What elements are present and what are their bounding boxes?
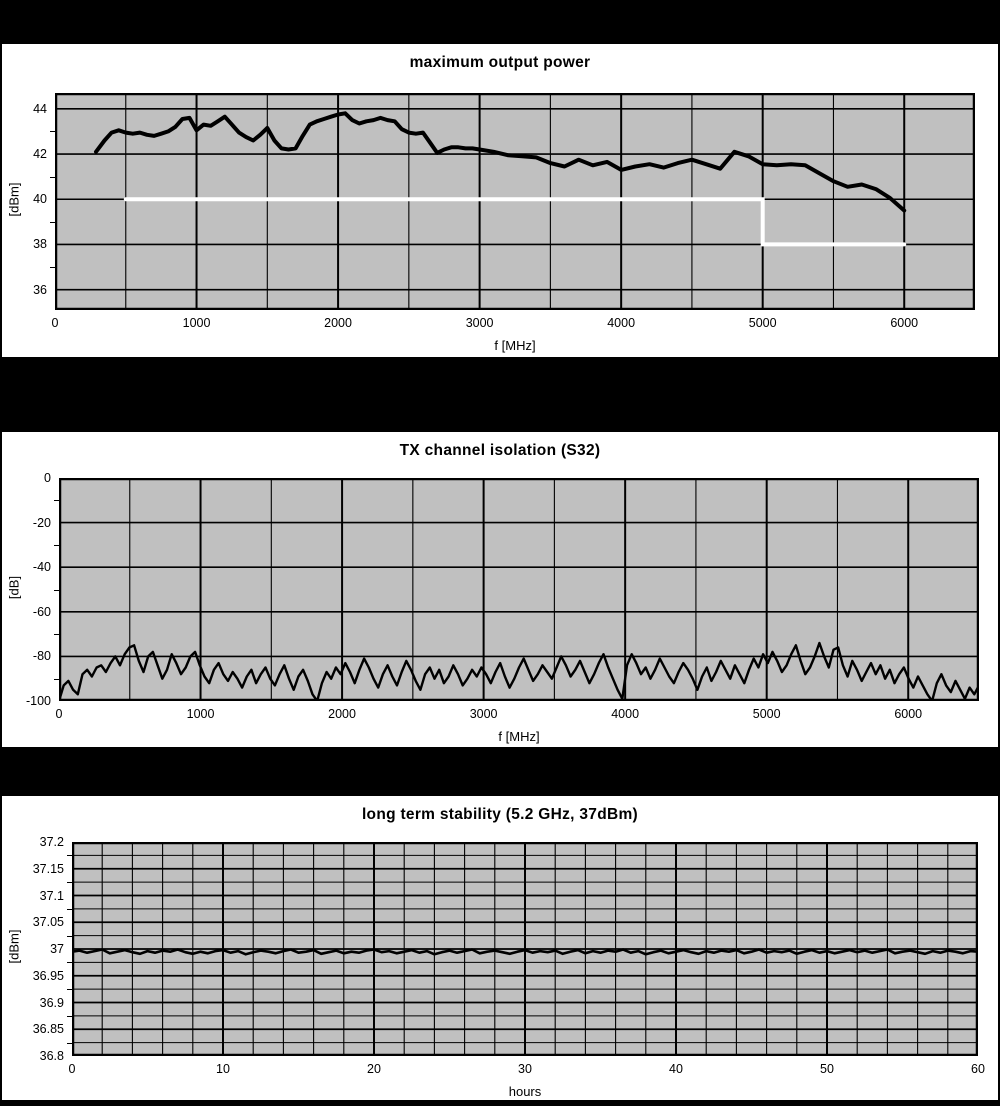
chart-2-y-tick--60: -60 [32, 604, 51, 619]
chart-2-x-tick-3000: 3000 [469, 707, 498, 721]
chart-3-y-minor-tick [67, 855, 72, 856]
chart-3-x-tick-60: 60 [971, 1062, 985, 1076]
chart-2-x-axis-title: f [MHz] [498, 729, 540, 744]
chart-1-title: maximum output power [409, 54, 591, 71]
chart-3-x-tick-50: 50 [820, 1062, 834, 1076]
chart-3-y-minor-tick [67, 962, 72, 963]
chart-1-y-minor-tick [50, 222, 55, 223]
chart-3-x-tick-40: 40 [669, 1062, 683, 1076]
chart-1-y-minor-tick [50, 131, 55, 132]
chart-2-y-tick--20: -20 [32, 515, 51, 530]
chart-1-x-tick-5000: 5000 [748, 316, 777, 330]
chart-1-x-tick-1000: 1000 [182, 316, 211, 330]
chart-2-canvas [59, 478, 979, 701]
chart-2-x-tick-0: 0 [55, 707, 63, 721]
chart-1-y-minor-tick [50, 267, 55, 268]
chart-3-y-minor-tick [67, 936, 72, 937]
chart-3-x-tick-30: 30 [518, 1062, 532, 1076]
chart-2-panel [2, 432, 998, 747]
chart-3-y-tick-37.1: 37.1 [39, 888, 64, 903]
chart-3-x-tick-20: 20 [367, 1062, 381, 1076]
chart-3-y-tick-37.15: 37.15 [32, 861, 64, 876]
chart-3-y-tick-37.05: 37.05 [32, 915, 64, 930]
chart-2-series-line [59, 643, 979, 701]
chart-3-x-tick-10: 10 [216, 1062, 230, 1076]
chart-3-y-tick-36.95: 36.95 [32, 968, 64, 983]
chart-1-y-tick-36: 36 [33, 282, 47, 297]
chart-1-series-line [96, 113, 904, 210]
chart-3-y-tick-37: 37 [50, 942, 64, 956]
chart-2-y-minor-tick [54, 590, 59, 591]
chart-1-canvas [55, 93, 975, 310]
chart-3-y-tick-36.8: 36.8 [39, 1049, 64, 1063]
chart-1-y-tick-44: 44 [33, 101, 47, 116]
chart-1-x-tick-6000: 6000 [890, 316, 919, 330]
chart-2-y-minor-tick [54, 679, 59, 680]
chart-1-panel [2, 44, 998, 357]
chart-2-y-axis-title: [dB] [6, 575, 22, 599]
chart-2-title: TX channel isolation (S32) [399, 442, 601, 459]
chart-3-y-minor-tick [67, 882, 72, 883]
chart-1-x-tick-4000: 4000 [607, 316, 636, 330]
chart-2-y-minor-tick [54, 500, 59, 501]
chart-2-x-tick-4000: 4000 [611, 707, 640, 721]
chart-2-x-tick-1000: 1000 [186, 707, 215, 721]
chart-2-x-tick-6000: 6000 [894, 707, 923, 721]
chart-3-y-tick-36.85: 36.85 [32, 1022, 64, 1037]
chart-3-y-minor-tick [67, 989, 72, 990]
chart-3-y-minor-tick [67, 1016, 72, 1017]
chart-2-y-tick--100: -100 [25, 694, 51, 708]
chart-1-x-tick-2000: 2000 [324, 316, 352, 330]
chart-3-y-minor-tick [67, 1043, 72, 1044]
chart-3-canvas [72, 842, 978, 1056]
chart-3-plot [72, 842, 978, 1056]
chart-3-y-axis-title: [dBm] [6, 929, 22, 964]
chart-2-y-tick-0: 0 [44, 471, 51, 485]
chart-2-y-minor-tick [54, 545, 59, 546]
chart-3-panel [2, 796, 998, 1100]
chart-1-x-tick-0: 0 [51, 316, 59, 330]
chart-3-y-minor-tick [67, 909, 72, 910]
chart-2-plot [59, 478, 979, 701]
chart-2-x-tick-2000: 2000 [328, 707, 356, 721]
chart-2-x-tick-5000: 5000 [752, 707, 781, 721]
chart-1-y-minor-tick [50, 177, 55, 178]
chart-1-limit-line [126, 199, 904, 244]
chart-1-y-tick-40: 40 [33, 192, 47, 207]
chart-2-y-minor-tick [54, 634, 59, 635]
chart-3-title: long term stability (5.2 GHz, 37dBm) [361, 806, 639, 823]
chart-3-y-tick-36.9: 36.9 [39, 995, 64, 1010]
chart-1-x-tick-3000: 3000 [465, 316, 494, 330]
chart-1-plot [55, 93, 975, 310]
chart-3-x-tick-0: 0 [68, 1062, 76, 1076]
chart-1-y-tick-42: 42 [33, 147, 47, 162]
chart-1-x-axis-title: f [MHz] [494, 338, 536, 353]
chart-2-y-tick--40: -40 [32, 560, 51, 575]
chart-3-x-axis-title: hours [508, 1084, 542, 1099]
chart-2-y-tick--80: -80 [32, 649, 51, 664]
chart-3-y-tick-37.2: 37.2 [39, 835, 64, 849]
chart-1-y-axis-title: [dBm] [6, 182, 22, 216]
chart-1-y-tick-38: 38 [33, 237, 47, 252]
